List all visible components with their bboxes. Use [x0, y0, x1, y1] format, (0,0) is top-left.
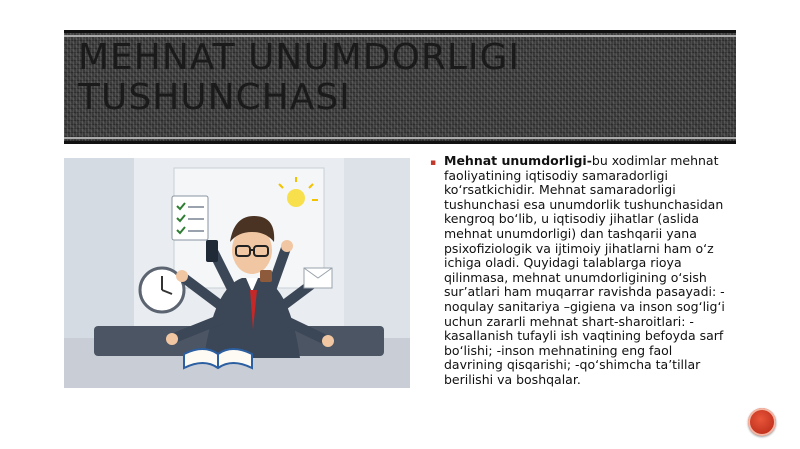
- slide-title: MEHNAT UNUMDORLIGI TUSHUNCHASI: [78, 37, 521, 118]
- bullet-list: [430, 154, 730, 388]
- title-band-line: [64, 137, 736, 139]
- bullet-item: [444, 154, 730, 388]
- bullet-icon: ▪: [430, 158, 437, 168]
- illustration-busy-businessman: [64, 158, 410, 388]
- nav-button-icon[interactable]: [748, 408, 776, 436]
- illustration-svg: [64, 158, 410, 388]
- bullet-text: bu xodimlar mehnat faoliyatining iqtisodiy samaradorligi ko‘rsatkichidir. Mehnat samaradorligi tushunchasi esa unumdorlik tushunchasidan kengroq bo‘lib, u iqtisodiy jihatlar (aslida mehnat unumdorligi) dan tashqarii yana psixofiziologik va ijtimoiy jihatlarni ham o‘z ichiga oladi. Quyidagi talablarga rioya qilinmasa, mehnat unumdorligining o‘sish sur’atlari ham muqarrar ravishda pasayadi: -noqulay sanitariya –gigiena va inson sog‘lig‘i uchun zararli mehnat shart-sharoitlari: -kasallanish tufayli ish vaqtining befoyda sarf bo‘lishi; -inson mehnatining eng faol davrining qisqarishi; -qo‘shimcha ta’tillar berilishi va boshqalar.: [444, 153, 725, 387]
- bullet-lead: Mehnat unumdorligi-: [444, 153, 592, 168]
